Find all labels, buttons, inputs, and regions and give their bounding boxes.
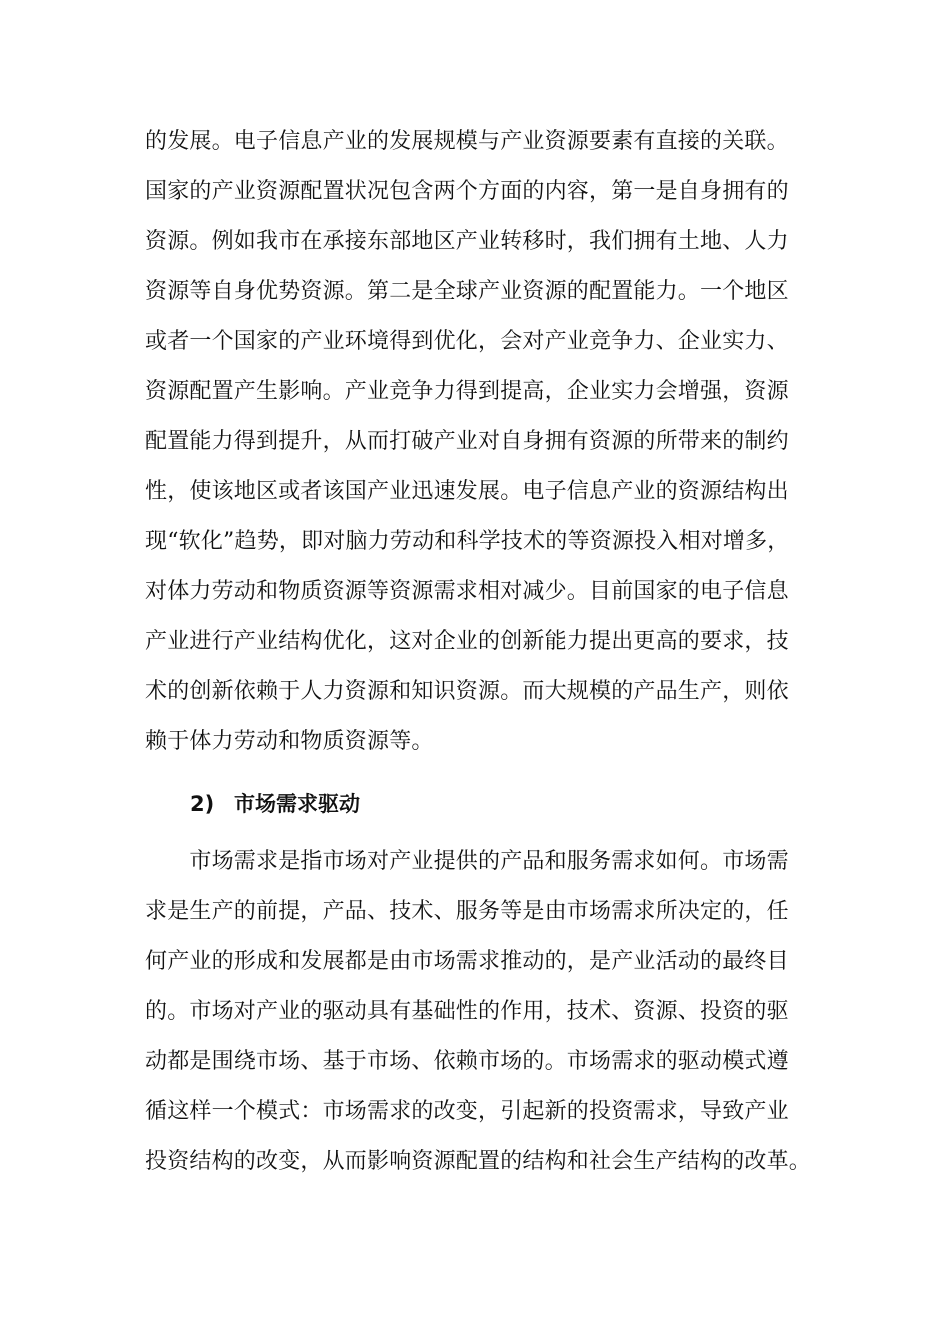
section-number: 2) bbox=[190, 792, 215, 816]
text-line: 的发展。电子信息产业的发展规模与产业资源要素有直接的关联。 bbox=[145, 129, 789, 154]
text-line: 投资结构的改变，从而影响资源配置的结构和社会生产结构的改革。 bbox=[145, 1149, 812, 1174]
text-line: 求是生产的前提，产品、技术、服务等是由市场需求所决定的，任 bbox=[145, 899, 789, 924]
text-line: 资源等自身优势资源。第二是全球产业资源的配置能力。一个地区 bbox=[145, 279, 789, 304]
text-line: 动都是围绕市场、基于市场、依赖市场的。市场需求的驱动模式遵 bbox=[145, 1049, 789, 1074]
text-line: 或者一个国家的产业环境得到优化，会对产业竞争力、企业实力、 bbox=[145, 329, 789, 354]
text-line: 的。市场对产业的驱动具有基础性的作用，技术、资源、投资的驱 bbox=[145, 999, 789, 1024]
text-line: 对体力劳动和物质资源等资源需求相对减少。目前国家的电子信息 bbox=[145, 579, 789, 604]
text-line: 产业进行产业结构优化，这对企业的创新能力提出更高的要求，技 bbox=[145, 629, 789, 654]
text-line: 市场需求是指市场对产业提供的产品和服务需求如何。市场需 bbox=[145, 849, 789, 874]
section-heading bbox=[190, 789, 360, 819]
text-line: 资源配置产生影响。产业竞争力得到提高，企业实力会增强，资源 bbox=[145, 379, 789, 404]
text-line: 循这样一个模式：市场需求的改变，引起新的投资需求，导致产业 bbox=[145, 1099, 789, 1124]
text-line: 配置能力得到提升，从而打破产业对自身拥有资源的所带来的制约 bbox=[145, 429, 789, 454]
text-line: 赖于体力劳动和物质资源等。 bbox=[145, 729, 434, 754]
text-line: 何产业的形成和发展都是由市场需求推动的，是产业活动的最终目 bbox=[145, 949, 789, 974]
text-line: 国家的产业资源配置状况包含两个方面的内容，第一是自身拥有的 bbox=[145, 179, 789, 204]
section-title: 市场需求驱动 bbox=[234, 792, 360, 816]
text-line: 资源。例如我市在承接东部地区产业转移时，我们拥有土地、人力 bbox=[145, 229, 789, 254]
text-line: 术的创新依赖于人力资源和知识资源。而大规模的产品生产，则依 bbox=[145, 679, 789, 704]
text-line: 性，使该地区或者该国产业迅速发展。电子信息产业的资源结构出 bbox=[145, 479, 789, 504]
text-line: 现“软化”趋势，即对脑力劳动和科学技术的等资源投入相对增多， bbox=[145, 529, 790, 554]
